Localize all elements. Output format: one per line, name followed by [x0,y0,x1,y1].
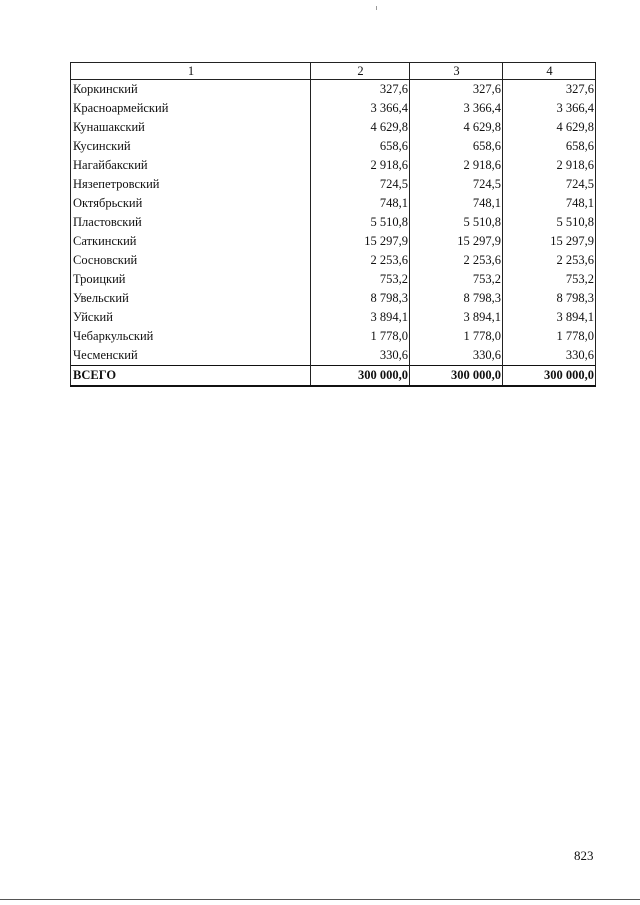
value-col3: 8 798,3 [410,289,503,308]
district-name: Пластовский [71,213,311,232]
table-row [71,99,596,118]
total-value-col3: 300 000,0 [410,366,503,387]
value-col4: 3 894,1 [503,308,596,327]
value-col2: 3 894,1 [311,308,410,327]
value-col3: 4 629,8 [410,118,503,137]
value-col4: 658,6 [503,137,596,156]
value-col2: 2 918,6 [311,156,410,175]
column-header-2: 2 [311,63,410,80]
district-name: Кунашакский [71,118,311,137]
total-value-col4: 300 000,0 [503,366,596,387]
value-col4: 330,6 [503,346,596,366]
value-col4: 8 798,3 [503,289,596,308]
table-row [71,270,596,289]
value-col4: 15 297,9 [503,232,596,251]
table-total-row [71,366,596,387]
district-name: Октябрьский [71,194,311,213]
district-name: Уйский [71,308,311,327]
table-row [71,194,596,213]
value-col4: 5 510,8 [503,213,596,232]
district-name: Красноармейский [71,99,311,118]
value-col3: 2 918,6 [410,156,503,175]
value-col2: 330,6 [311,346,410,366]
district-name: Саткинский [71,232,311,251]
column-header-1: 1 [71,63,311,80]
value-col3: 2 253,6 [410,251,503,270]
value-col3: 5 510,8 [410,213,503,232]
table-body [71,80,596,387]
value-col4: 724,5 [503,175,596,194]
value-col4: 748,1 [503,194,596,213]
bottom-rule [0,899,640,900]
value-col4: 753,2 [503,270,596,289]
district-name: Троицкий [71,270,311,289]
value-col2: 5 510,8 [311,213,410,232]
total-label: ВСЕГО [71,366,311,387]
value-col4: 2 918,6 [503,156,596,175]
value-col4: 1 778,0 [503,327,596,346]
district-name: Чесменский [71,346,311,366]
district-name: Коркинский [71,80,311,100]
column-header-3: 3 [410,63,503,80]
value-col4: 2 253,6 [503,251,596,270]
table-row [71,80,596,100]
table-row [71,308,596,327]
table-row [71,213,596,232]
value-col2: 748,1 [311,194,410,213]
district-name: Нязепетровский [71,175,311,194]
scan-mark [376,6,377,10]
district-name: Увельский [71,289,311,308]
value-col4: 3 366,4 [503,99,596,118]
value-col2: 3 366,4 [311,99,410,118]
value-col2: 15 297,9 [311,232,410,251]
value-col2: 658,6 [311,137,410,156]
value-col3: 15 297,9 [410,232,503,251]
value-col3: 3 894,1 [410,308,503,327]
district-name: Нагайбакский [71,156,311,175]
table-row [71,289,596,308]
value-col3: 724,5 [410,175,503,194]
table-row [71,251,596,270]
value-col3: 1 778,0 [410,327,503,346]
value-col4: 327,6 [503,80,596,100]
table-header-row [71,63,596,80]
column-header-4: 4 [503,63,596,80]
district-name: Чебаркульский [71,327,311,346]
value-col2: 2 253,6 [311,251,410,270]
value-col3: 330,6 [410,346,503,366]
budget-table [70,62,596,387]
table-row [71,156,596,175]
value-col3: 658,6 [410,137,503,156]
table-row [71,137,596,156]
value-col3: 753,2 [410,270,503,289]
table-row [71,346,596,366]
table-row [71,175,596,194]
table-row [71,327,596,346]
table-row [71,118,596,137]
value-col2: 4 629,8 [311,118,410,137]
value-col2: 327,6 [311,80,410,100]
value-col2: 8 798,3 [311,289,410,308]
value-col3: 748,1 [410,194,503,213]
total-value-col2: 300 000,0 [311,366,410,387]
value-col2: 1 778,0 [311,327,410,346]
value-col3: 3 366,4 [410,99,503,118]
value-col2: 724,5 [311,175,410,194]
district-name: Сосновский [71,251,311,270]
district-name: Кусинский [71,137,311,156]
page-number: 823 [574,848,594,863]
table-row [71,232,596,251]
value-col4: 4 629,8 [503,118,596,137]
value-col3: 327,6 [410,80,503,100]
value-col2: 753,2 [311,270,410,289]
